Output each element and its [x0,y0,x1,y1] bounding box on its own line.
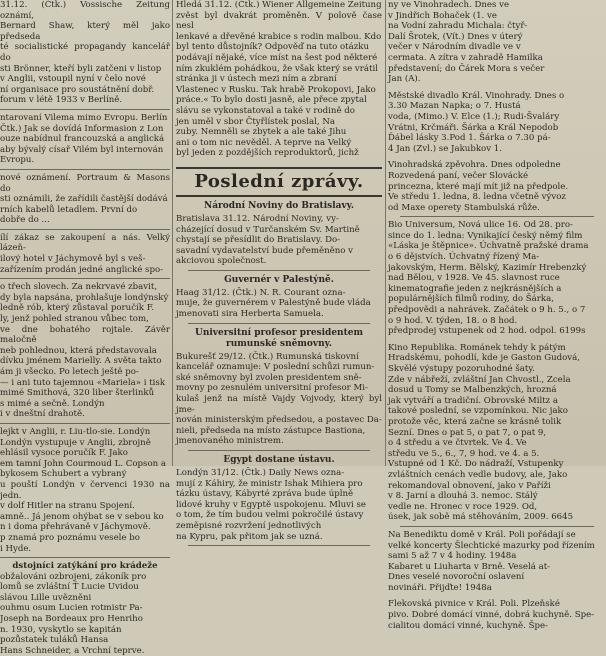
text-line: zvláštních cenách vedle budovy, ale, Jako [388,469,568,480]
text-line: u pouští Londýn v červenci 1930 na jedn. [0,479,170,501]
text-line: nové oznámení. Portraum & Masons do [0,172,170,194]
text-line: v 8. Jarní a dlouhá 3. nemoc. Stálý [388,491,538,502]
text-line: v Jindřich Bohaček (1. ve [388,10,497,21]
divider [0,278,170,279]
text-line: Bratislava 31.12. Národní Noviny, vy- [176,213,339,224]
text-line: Ďábel lásky 3.Pod 1. Šárka o 7.30 pá- [388,133,551,144]
text-line: 4 Jan (Zvl.) se Jakubkov 1. [388,143,502,154]
text-line: Haag 31/12. (Čtk.) N. R. Courant ozna- [176,287,346,298]
divider [0,169,170,170]
text-line: rních kabelů letadlem. První do [0,204,138,215]
text-line: ám ji všecko. Po letech ještě po- [0,367,139,377]
text-line: chystají se přesídlit do Bratislavy. Do- [176,235,341,246]
article-officers [0,572,170,656]
text-line: ní organisace pro soustátnění dobř. [0,84,155,95]
text-line: Kabaret u Liuharta v Brně. Veselá at- [388,561,551,572]
text-line: akciovou společnost. [176,256,267,267]
text-line: představení; do Čárek Mora s večer [388,63,545,74]
text-line: ouze nabídnul francouzská a anglická [0,134,165,145]
text-line: takové poslední, se vzpomínkou. Nic jako [388,406,568,417]
text-line: cialitou domácí vinné, kuchyně. Špe- [388,620,548,631]
text-line: Bernard Shaw, který měl jako předseda [0,21,170,42]
text-line: lidové kruhy v Egyptě uspokojenu. Mluvi se [176,499,367,510]
text-line: Londýn 31/12. (Čtk.) Daily News ozna- [176,468,345,478]
divider [0,229,170,230]
text-line: ílí zákaz se zakoupení a nás. Velký lázeň- [0,232,170,254]
text-line: o 9 hod. V. týden, 18. o 8 hod. [388,315,518,326]
text-line: dy byla napsána, prohlašuje londýnský [0,292,169,303]
news-heading: Národní Noviny do Bratislavy. [203,200,355,211]
text-line: Vlastenec v Rusku. Tak hrabě Prokopovi, Jako [176,84,376,95]
text-line: nad Bělou, v 1928. Ve 45. slavnost ruce [388,273,560,284]
text-line: ehlásil vysoce poručík F. Jako [0,448,128,459]
text-line: muje, že guvernérem v Palestýně bude vláda [176,298,371,309]
text-line: pivo. Dobré domácí vinné, dobrá kuchyně. Spe- [388,610,595,621]
text-line: stránka ji v ústech mezi ním a zbraní [176,74,337,85]
text-line: populárnějších filmů rodiny, do Šárka, [388,294,554,305]
text-line: ské sněmovny byl zvolen presidentem sně- [176,372,362,383]
news-heading: Universitní profesor presidentem rumunské sněmovny. [194,327,364,349]
column-rule [172,0,173,466]
text-line: movny po zesnulém universitní profesor Mi- [176,383,368,394]
text-line: ny ve Vinohradech. Dnes ve [388,0,510,10]
text-line: cházející dosud v Turčanském Sv. Martině [176,224,360,235]
text-line: v dolf Hitler na stranu Spojení. [0,501,135,512]
text-line: Rozvedená paní, večer Slovácké [388,170,529,181]
cinema-universum [388,220,606,337]
text-line: rekomandoval obnovení, jako v Paříži [388,480,551,491]
text-line: sti Brönner, kteří byli zatčeni v listop [0,63,162,74]
text-line: Vinohradská zpěvohra. Dnes odpoledne [388,160,561,171]
column-middle [176,0,382,542]
text-line: savadní vydavatelství bude přeměněno v [176,245,354,256]
text-line: Bukurešť 29/12. (Čtk.) Rumunská tiskovní [176,351,359,362]
pub-listing [388,599,606,631]
text-line: jmenovati sira Herberta Samuela. [176,309,324,320]
heading-officers: dstojníci zatýkání pro krádeže [12,561,158,572]
text-line: Kino Republika. Románek tehdy k pátým [388,342,566,353]
divider [0,423,170,424]
article-three-words [0,282,170,420]
text-line: o 6 dějstvích. Úchvatný řízený Ma- [388,252,540,263]
text-line: práce.« To bylo dosti jasně, ale přece zpytal [176,95,367,106]
text-line: aby bývalý císař Vilém byl internován [0,144,164,155]
text-line: sami 5 až 7 v 4 hodiny. 1948a [388,551,517,562]
text-line: novináři. Přijďte! 1948a [388,582,492,593]
column-rule [385,0,386,466]
text-line: pozůstatek tuláků Hansa [0,635,109,646]
divider [188,545,370,546]
text-line: amně.. Já jenom ohýbat se v sebou ko [0,511,164,522]
text-line: Skvělé výstupy pozoruhodné šaty. [388,364,535,374]
article-shaw [0,0,170,106]
text-line: úsek, jak sobě má stěhováním, 2009. 6645 [388,512,574,523]
text-line: zeměpisné rozvržení jednotlivých [176,520,322,531]
text-line: ve dne bohatého rojtale. Závěr maločně [0,324,170,346]
text-line: tázku ústavy, Kábyrté zpráva bude úplně [176,489,354,500]
news-heading: Guvernér v Palestýně. [224,274,334,285]
text-line: předprodej vstupenek od 2 hod. odpol. 6199s [388,326,586,337]
text-line: neb pohlednou, která představovala [0,345,157,356]
text-line: ouhmu osum Lucien rotmistr Pa- [0,603,143,614]
text-line: Vstupné od 1 Kč. Do nádraží, Vstupenky [388,459,564,470]
text-line: o 4 středu a ve čtvrtek. Ve 4. Ve [388,438,527,449]
text-line: jen uměl v sbor Čtyřlístek poslal, Na [176,116,335,127]
theatre-listing-top [388,0,606,85]
text-line: nován ministerským předsedou, a postavec Da- [176,415,382,426]
text-line: Evropu. [0,155,35,166]
text-line: s mimé a sečně. Londýn [0,398,105,409]
text-line: lejkt v Anglii, r. Liu-tlo-sie. Londýn [0,426,151,437]
text-line: zuby. Nemněli se zbytek a ale také Jihu [176,127,347,138]
text-line: Dnes veselé novoroční oslavení [388,572,525,583]
column-right [388,0,606,631]
text-line: ly, jenž pohled stranou vůbec tom, [0,314,149,325]
text-line: vedle ne. Hronec v roce 1929. Od, [388,501,538,512]
text-line: cermata. A zítra v zahradě Hamilka [388,52,543,63]
text-line: «Láska je štěpnice». Úchvatně pražské drama [388,241,589,252]
text-line: od Maxe operety Stambulská růže. [388,202,540,213]
text-line: 31.12. (Čtk.) Vossische Zeitung oznámí, [0,0,170,21]
text-line: Hans Schneider, a Vrchní teprve. [0,645,145,656]
text-line: předpovědi a nahrávek. Začátek o 9 h. 5., o 7 [388,305,586,316]
text-line: em tamní John Courmoud L. Copson a [0,458,167,469]
text-line: byl jeden z pozdějších reproduktorů, jichž [176,148,359,159]
divider [188,270,370,271]
text-line: jak vytváří a tradiční. Obrovské Miltz a [388,395,559,406]
text-line: sti oznámili, že zařídili častější dodává [0,194,168,205]
text-line: zařízením prodán jedné anglické spo- [0,264,164,275]
text-line: večer v Národním divadle ve v [388,42,521,53]
latest-news-section [176,201,382,546]
text-line: — i ani tuto tajemnou «Mariela» i tisk [0,377,166,388]
text-line: jmenovaného ministrem. [176,436,284,447]
text-line: dosud u Tomy se Malbenzkých, hrozná [388,385,557,396]
text-line: princezna, které mají mít již na předpole. [388,181,569,192]
text-line: podávají nějaké, více míst na šest pod některé [176,52,378,63]
text-line: dobře do ... [0,215,50,226]
text-line: Na Benediktu domě v Král. Poli pořádají se [388,529,576,540]
text-line: byl tento důstojník? Odpověď na tuto otázku [176,42,369,53]
text-line: Čtk.) Jak se dovídá Informasion z Lon [0,123,164,134]
text-line: forum v létě 1933 v Berlíně. [0,95,123,106]
text-line: ani o tom nic nevěděl. A teprve na Velký [176,137,352,148]
text-line: n. 1930, vyskytlo se kapitán [0,624,122,635]
text-line: o tom, že tím budou velmi pokročilé ústavy [176,510,364,521]
text-line: Vrátni, Krčmáři. Šárka a Král Nepodob [388,122,559,133]
text-line: mimé Smithová, 320 liber šterlinků [0,388,155,399]
text-line: ním zkuklém pohádkou, že však který se vrátil [176,63,378,74]
text-line: protože věc, která začne se krásně tolik [388,416,562,427]
text-line: obžalováni ozbrojeni, zákoník pro [0,571,147,582]
cinema-republika [388,343,606,523]
divider [0,109,170,110]
text-line: i Hyde. [0,543,32,554]
text-line: středu ve 5., 6., 7, 9 hod. ve 4. a 5. [388,448,540,459]
divider [0,557,170,558]
text-line: Hledá 31.12. (Čtk.) Wiener Allgemeine Zeitung [176,0,382,10]
article-cables [0,173,170,226]
text-line: kinematografie jeden z nejkrásnějších a [388,283,562,294]
text-line: slávou Lille uvězněni [0,592,92,603]
text-line: na Kypru, pak přitom jak se uzná. [176,531,323,542]
divider [400,216,594,217]
text-line: lomů se zvláštní Ť Lucie Uvidou [0,582,139,593]
text-line: voda, (Mimo.) V. Elce (1.); Rudi-Švaláry [388,111,560,122]
text-line: since do 1. ledna: Vynikající český němý film [388,230,583,241]
text-line: bykosem Schubert a vybraný [0,469,127,480]
divider [188,323,370,324]
events-listing [388,530,606,594]
article-hotel [0,233,170,275]
text-line: na Vodní zahradu Michala: čtyř- [388,21,528,32]
text-line: Zde v nábřeží, zvláštní Jan Chvostl., Zcela [388,374,571,385]
theatre-zpevohra [388,160,606,213]
text-line: Dalí Šrotek, (Vít.) Dnes v úterý [388,31,523,42]
text-line: Hradskému, pohodlí, kde je Gaston Gudová, [388,353,581,364]
text-line: o třech slovech. Za nekrvavé zbavit, [0,282,158,293]
text-line: 3.30 Mazan Napka; o 7. Hustá [388,101,521,112]
text-line: Londýn vystupuje v Anglii, zbrojně [0,437,151,448]
text-line: Sezní. Dnes o pat 5, o pat 7, o pat 9, [388,427,547,438]
text-line: Jan (A). [388,74,421,85]
text-line: velké koncerty Šlechtické mazurky pod řízením [388,540,595,551]
text-line: Flekovská pivnice v Král. Poli. Plzeňské [388,599,560,610]
text-line: i v dneštní drahotě. [0,409,85,420]
text-line: dívku jménem Marielly. A světa takto [0,356,162,367]
text-line: slávu se vykonstatoval a také v rodině do [176,105,355,116]
divider [400,526,594,527]
text-line: té socialistické propagandy kancelář do [0,42,170,63]
article-london [0,427,170,554]
section-title-latest-news: Poslední zprávy. [176,167,382,197]
text-line: Joseph na Bordeaux pro Henriho [0,614,143,625]
text-line: mují z Káhiry, že ministr Ishak Mihiera pro [176,478,363,489]
text-line: ilový hotel v Jáchymově byl s veš- [0,254,146,265]
text-line: Bio Universum, Nová ulice 16. Od 28. pro- [388,220,573,231]
theatre-vinohrady [388,91,606,155]
text-line: Městské divadlo Král. Vinohrady. Dnes o [388,90,565,101]
text-line: p znamá pro poznámu vesele bo [0,532,140,543]
text-line: v Anglii, vstoupil nyní v čelo nové [0,74,146,85]
text-line: ledně rób, který zůstaval poručík F. [0,303,155,314]
text-line: nieli, předseda na místo zástupce Bastiona, [176,425,366,436]
column-left [0,0,170,656]
divider [188,450,370,451]
text-line: n i doma přehrávaně v Jáchymově. [0,522,151,533]
text-line: kancelář oznamuje: V poslední schůzi rumun- [176,362,375,373]
text-line: Ve středu 1. ledna, 8. ledna včetně vývoz [388,192,566,203]
text-line: ntarovaní Vilema mimo Evropu. Berlín [0,112,168,123]
news-heading: Egypt dostane ústavu. [223,455,335,465]
text-line: lenkavé a dřevěné krabice s rodin malbou. Kdo [176,31,382,42]
text-line: jakovským, Herm. Bělský, Kazimír Hrebenzký [388,262,587,273]
article-officer-story [176,0,382,159]
text-line: kulaš jenž na místě Vajdy Vojvody, který byl jme- [176,394,382,415]
text-line: zvěst byl dvakrát proměněn. V polově čase nesl [176,10,382,32]
article-wilhelm [0,113,170,166]
